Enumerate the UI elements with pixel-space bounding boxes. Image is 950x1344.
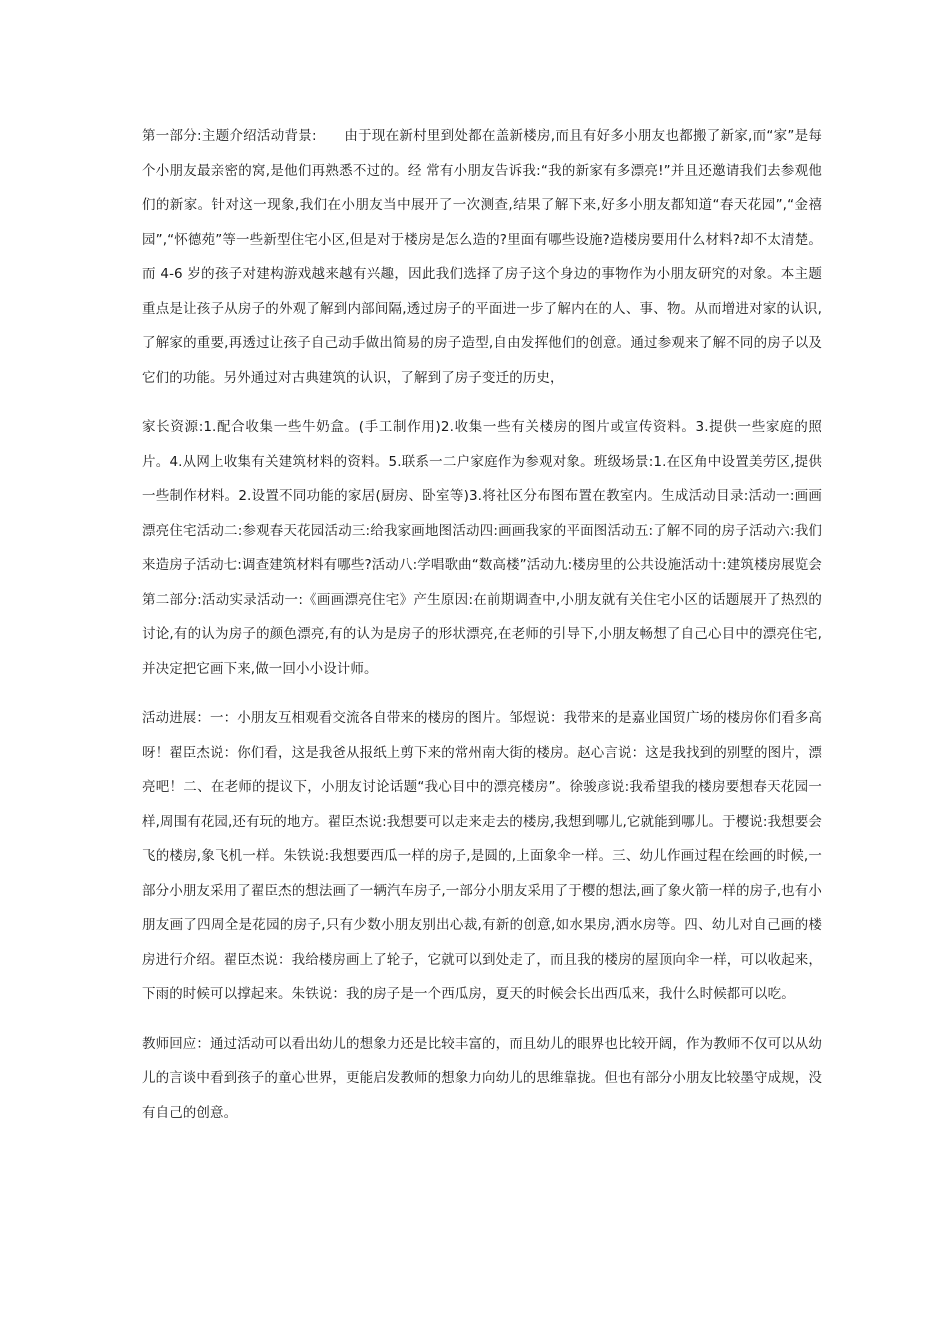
paragraph-teacher-response: 教师回应：通过活动可以看出幼儿的想象力还是比较丰富的，而且幼儿的眼界也比较开阔，作为教师不仅可以从幼儿的言谈中看到孩子的童心世界，更能启发教师的想象力向幼儿的思维靠拢。但也有部分小朋友比较墨守成规，没有自己的创意。 — [142, 1035, 822, 1121]
document-page — [142, 119, 822, 1130]
paragraph-resources: 家长资源:1.配合收集一些牛奶盒。(手工制作用)2.收集一些有关楼房的图片或宣传资料。3.提供一些家庭的照片。4.从网上收集有关建筑材料的资料。5.联系一二户家庭作为参观对象。班级场景:1.在区角中设置美劳区,提供一些制作材料。2.设置不同功能的家居(厨房、卧室等)3.将社区分布图布置在教室内。生成活动目录:活动一:画画漂亮住宅活动二:参观春天花园活动三:给我家画地图活动四:画画我家的平面图活动五:了解不同的房子活动六:我们来造房子活动七:调查建筑材料有哪些?活动八:学唱歌曲“数高楼”活动九:楼房里的公共设施活动十:建筑楼房展览会第二部分:活动实录活动一:《画画漂亮住宅》产生原因:在前期调查中,小朋友就有关住宅小区的话题展开了热烈的讨论,有的认为房子的颜色漂亮,有的认为是房子的形状漂亮,在老师的引导下,小朋友畅想了自己心目中的漂亮住宅,并决定把它画下来,做一回小小设计师。 — [142, 419, 822, 677]
paragraph-background: 第一部分:主题介绍活动背景: 由于现在新村里到处都在盖新楼房,而且有好多小朋友也都搬了新家,而“家”是每个小朋友最亲密的窝,是他们再熟悉不过的。经 常有小朋友告诉我:“我的新家有多漂亮!”并且还邀请我们去参观他们的新家。针对这一现象,我们在小朋友当中展开了一次测查,结果了解下来,好多小朋友都知道“春天花园”,“金禧园”,“怀德苑”等一些新型住宅小区,但是对于楼房是怎么造的?里面有哪些设施?造楼房要用什么材料?却不太清楚。而 4-6 岁的孩子对建构游戏越来越有兴趣，因此我们选择了房子这个身边的事物作为小朋友研究的对象。本主题重点是让孩子从房子的外观了解到内部间隔,透过房子的平面进一步了解内在的人、事、物。从而增进对家的认识,了解家的重要,再透过让孩子自己动手做出简易的房子造型,自由发挥他们的创意。通过参观来了解不同的房子以及它们的功能。另外通过对古典建筑的认识，了解到了房子变迁的历史， — [142, 128, 822, 386]
paragraph-progress: 活动进展：一：小朋友互相观看交流各自带来的楼房的图片。邹煜说：我带来的是嘉业国贸广场的楼房你们看多高呀！翟臣杰说：你们看，这是我爸从报纸上剪下来的常州南大街的楼房。赵心言说：这是我找到的别墅的图片，漂亮吧！二、在老师的提议下，小朋友讨论话题“我心目中的漂亮楼房”。徐骏彦说:我希望我的楼房要想春天花园一样,周围有花园,还有玩的地方。翟臣杰说:我想要可以走来走去的楼房,我想到哪儿,它就能到哪儿。于樱说:我想要会飞的楼房,象飞机一样。朱铁说:我想要西瓜一样的房子,是圆的,上面象伞一样。三、幼儿作画过程在绘画的时候,一部分小朋友采用了翟臣杰的想法画了一辆汽车房子,一部分小朋友采用了于樱的想法,画了象火箭一样的房子,也有小朋友画了四周全是花园的房子,只有少数小朋友别出心裁,有新的创意,如水果房,洒水房等。四、幼儿对自己画的楼房进行介绍。翟臣杰说：我给楼房画上了轮子，它就可以到处走了，而且我的楼房的屋顶向伞一样，可以收起来，下雨的时候可以撑起来。朱铁说：我的房子是一个西瓜房，夏天的时候会长出西瓜来，我什么时候都可以吃。 — [142, 710, 822, 1002]
